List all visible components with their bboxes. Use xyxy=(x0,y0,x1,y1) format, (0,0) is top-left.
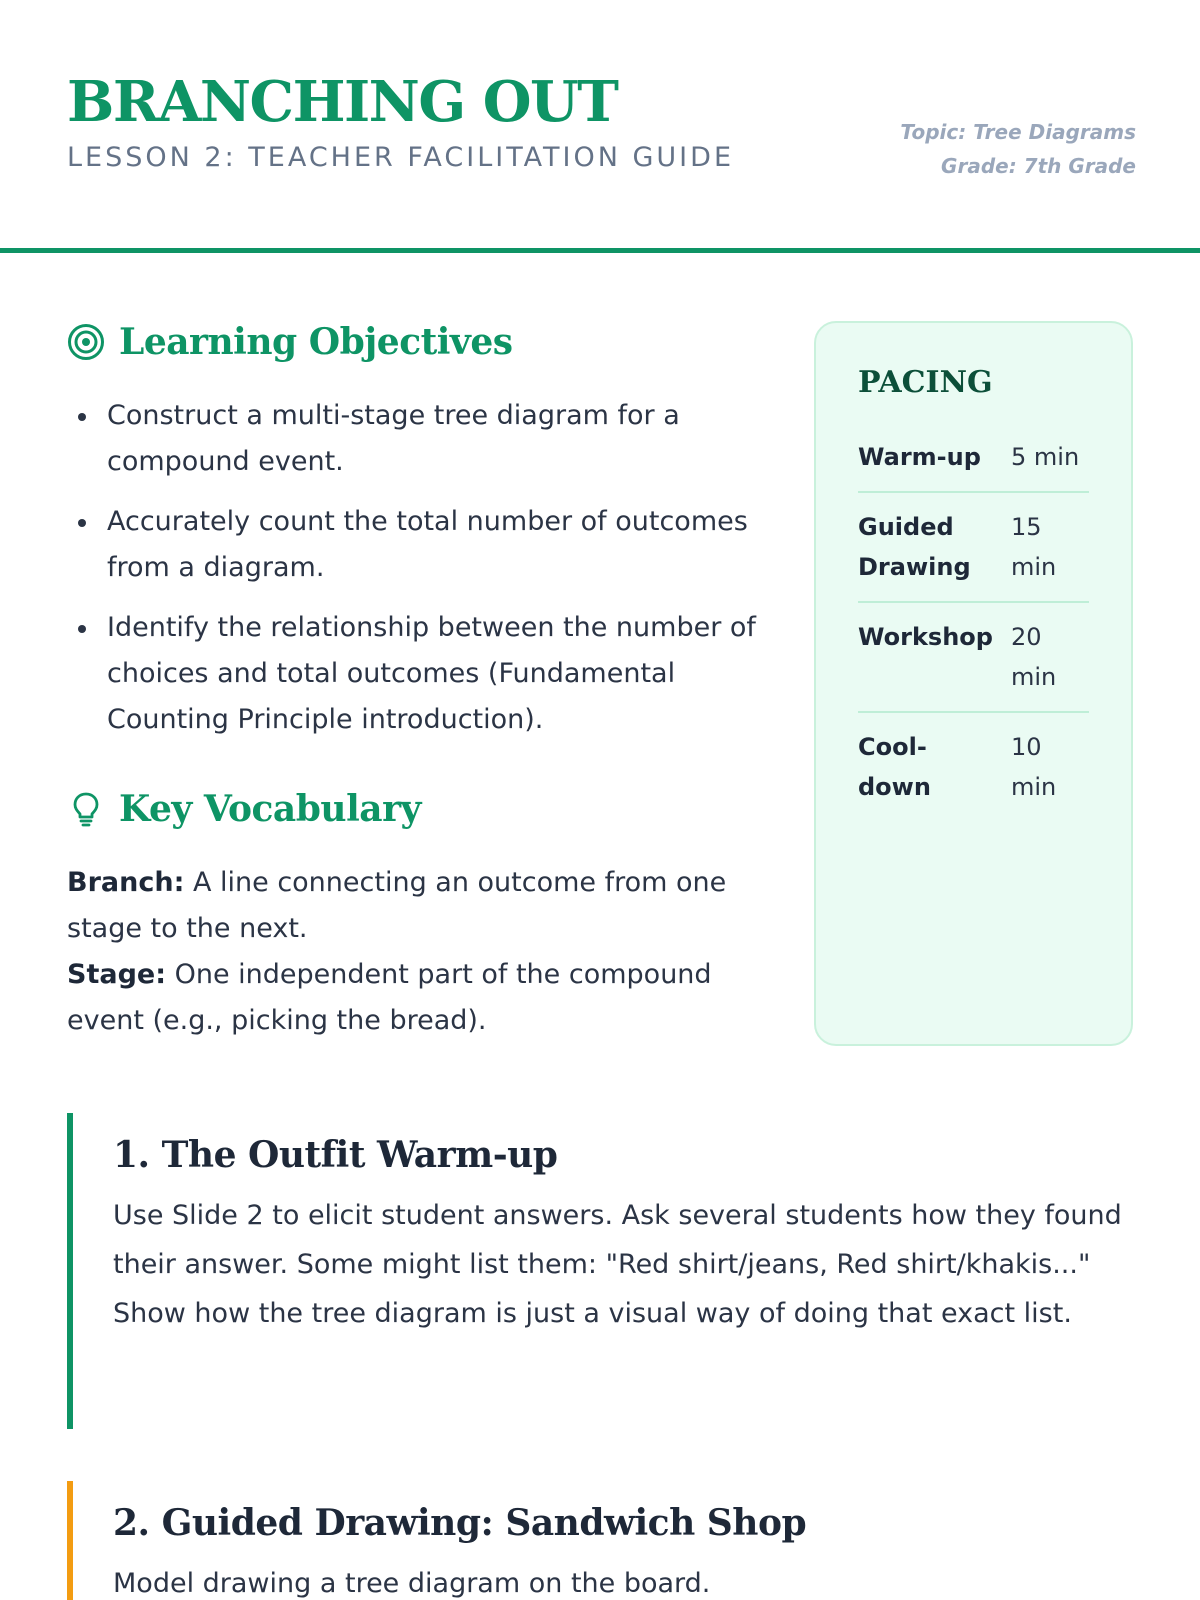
page-header xyxy=(0,0,1200,253)
pacing-value: 20 min xyxy=(1011,623,1057,691)
pacing-row xyxy=(858,423,1089,493)
pacing-label: Cool-down xyxy=(858,733,931,801)
objectives-heading: Learning Objectives xyxy=(119,321,513,363)
target-icon xyxy=(67,323,105,361)
step-section-guided-drawing xyxy=(67,1481,1133,1600)
vocabulary-heading-row xyxy=(67,787,421,831)
pacing-value: 15 min xyxy=(1011,513,1057,581)
vocab-definition: A line connecting an outcome from one stage to the next. xyxy=(67,867,727,944)
pacing-label: Guided Drawing xyxy=(858,513,971,581)
pacing-value: 5 min xyxy=(1011,443,1080,471)
pacing-row xyxy=(858,603,1089,713)
vocab-entry xyxy=(67,860,767,952)
grade-label: Grade: 7th Grade xyxy=(941,154,1136,178)
vocab-term: Stage: xyxy=(67,959,167,990)
step-title: 2. Guided Drawing: Sandwich Shop xyxy=(113,1502,807,1544)
objectives-heading-row xyxy=(67,320,513,364)
pacing-value: 10 min xyxy=(1011,733,1057,801)
list-item: Accurately count the total number of outcomes from a diagram. xyxy=(67,499,767,591)
topic-label: Topic: Tree Diagrams xyxy=(900,120,1136,144)
lightbulb-icon xyxy=(67,790,105,828)
step-title: 1. The Outfit Warm-up xyxy=(113,1134,558,1176)
list-item: Construct a multi-stage tree diagram for a compound event. xyxy=(67,393,767,485)
list-item: Identify the relationship between the number of choices and total outcomes (Fundamental Counting Principle introduction). xyxy=(67,605,767,743)
pacing-row xyxy=(858,493,1089,603)
pacing-heading: PACING xyxy=(858,365,993,400)
pacing-row xyxy=(858,713,1089,821)
step-body: Use Slide 2 to elicit student answers. Ask several students how they found their answer. Some might list them: "Red shirt/jeans, Red shirt/khakis..." Show how the tree diagram is just a visual way of doing that exact list. xyxy=(113,1200,1122,1329)
step-body: Model drawing a tree diagram on the board. xyxy=(113,1568,711,1599)
objectives-list xyxy=(67,393,767,757)
pacing-label: Warm-up xyxy=(858,443,981,471)
page-title: BRANCHING OUT xyxy=(67,69,618,135)
vocab-entry xyxy=(67,952,767,1044)
pacing-label: Workshop xyxy=(858,623,993,651)
vocab-term: Branch: xyxy=(67,867,185,898)
vocabulary-list xyxy=(67,860,767,1044)
vocabulary-heading: Key Vocabulary xyxy=(119,788,421,830)
vocab-definition: One independent part of the compound event (e.g., picking the bread). xyxy=(67,959,712,1036)
page-subtitle: LESSON 2: TEACHER FACILITATION GUIDE xyxy=(67,142,734,173)
lesson-meta xyxy=(900,115,1136,183)
pacing-card xyxy=(814,321,1133,1046)
step-section-warmup xyxy=(67,1113,1133,1429)
